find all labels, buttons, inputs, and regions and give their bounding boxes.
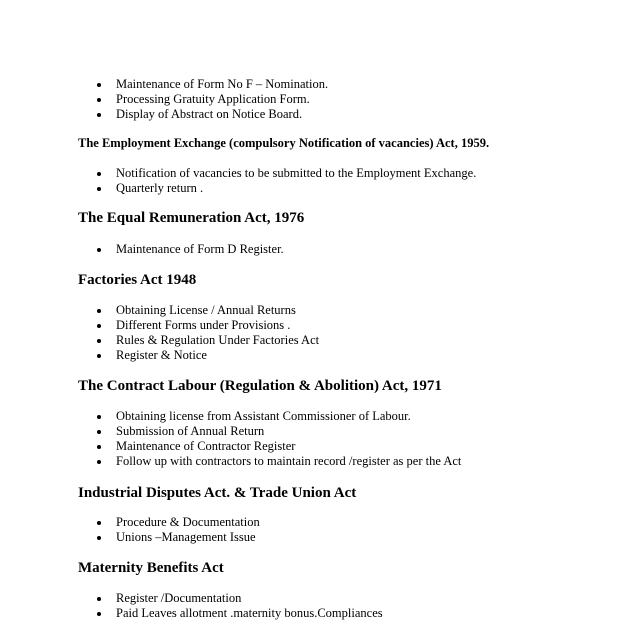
- section-heading-employment-exchange: The Employment Exchange (compulsory Notification of vacancies) Act, 1959.: [78, 136, 490, 150]
- section-heading-equal-remuneration: The Equal Remuneration Act, 1976: [78, 210, 305, 226]
- section-heading-factories-act: Factories Act 1948: [78, 272, 197, 288]
- list-item: Paid Leaves allotment .maternity bonus.Compliances: [78, 606, 618, 621]
- intro-bullet-list: [78, 77, 618, 122]
- list-item: Different Forms under Provisions .: [78, 318, 618, 333]
- list-item: Display of Abstract on Notice Board.: [78, 107, 618, 122]
- list-item: Procedure & Documentation: [78, 515, 618, 530]
- section-heading-maternity-benefits: Maternity Benefits Act: [78, 560, 224, 576]
- list-item: Notification of vacancies to be submitted to the Employment Exchange.: [78, 166, 618, 181]
- list-item: Obtaining license from Assistant Commissioner of Labour.: [78, 409, 618, 424]
- list-item: Maintenance of Form No F – Nomination.: [78, 77, 618, 92]
- section-heading-industrial-disputes: Industrial Disputes Act. & Trade Union Act: [78, 485, 357, 501]
- list-item: Register /Documentation: [78, 591, 618, 606]
- section-heading-contract-labour: The Contract Labour (Regulation & Abolition) Act, 1971: [78, 378, 442, 394]
- list-item: Processing Gratuity Application Form.: [78, 92, 618, 107]
- employment-exchange-list: [78, 166, 618, 196]
- list-item: Register & Notice: [78, 348, 618, 363]
- contract-labour-list: [78, 409, 618, 469]
- list-item: Maintenance of Contractor Register: [78, 439, 618, 454]
- list-item: Follow up with contractors to maintain record /register as per the Act: [78, 454, 618, 469]
- list-item: Maintenance of Form D Register.: [78, 242, 618, 257]
- list-item: Rules & Regulation Under Factories Act: [78, 333, 618, 348]
- equal-remuneration-list: [78, 242, 618, 257]
- maternity-benefits-list: [78, 591, 618, 621]
- list-item: Quarterly return .: [78, 181, 618, 196]
- list-item: Submission of Annual Return: [78, 424, 618, 439]
- factories-act-list: [78, 303, 618, 363]
- list-item: Unions –Management Issue: [78, 530, 618, 545]
- list-item: Obtaining License / Annual Returns: [78, 303, 618, 318]
- industrial-disputes-list: [78, 515, 618, 545]
